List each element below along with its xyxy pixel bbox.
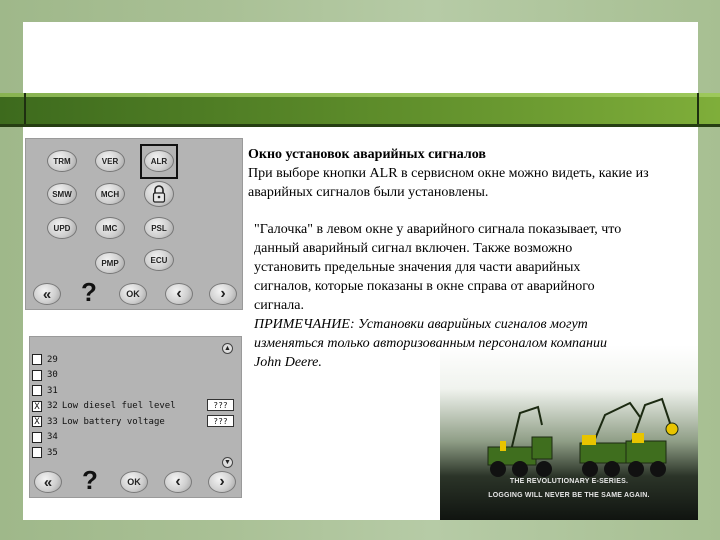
alarm-checkbox[interactable]: [32, 432, 42, 443]
alarm-row: [32, 445, 232, 461]
threshold-field-33[interactable]: ???: [207, 415, 234, 427]
title-band-divider: [697, 93, 699, 127]
scroll-up-icon[interactable]: ▲: [222, 343, 233, 354]
lock-button[interactable]: [144, 181, 174, 207]
title-band: [0, 93, 720, 127]
service-window-panel: [25, 138, 243, 310]
alarm-row: [32, 430, 232, 446]
next-button[interactable]: ›: [209, 283, 237, 305]
alarm-checkbox[interactable]: X: [32, 401, 42, 412]
ad-slogan-line2: LOGGING WILL NEVER BE THE SAME AGAIN.: [488, 492, 650, 499]
back-button[interactable]: «: [34, 471, 62, 493]
prev-button[interactable]: ‹: [164, 471, 192, 493]
alarm-number: 35: [47, 447, 58, 458]
intro-paragraph: При выборе кнопки ALR в сервисном окне можно видеть, какие из аварийных сигналов были установлены.: [248, 166, 649, 200]
body-text-block: [254, 220, 634, 372]
alarm-row: [32, 399, 232, 415]
back-button[interactable]: «: [33, 283, 61, 305]
alarm-checkbox[interactable]: [32, 354, 42, 365]
alarm-checkbox[interactable]: [32, 370, 42, 381]
ok-button[interactable]: OK: [119, 283, 147, 305]
upd-button[interactable]: UPD: [47, 217, 77, 239]
scroll-down-icon[interactable]: ▼: [222, 457, 233, 468]
alarm-number: 32: [47, 401, 58, 412]
alarm-description: Low battery voltage: [61, 416, 165, 427]
alarm-description: Low diesel fuel level: [61, 401, 176, 412]
alr-button[interactable]: ALR: [144, 150, 174, 172]
alarm-checkbox[interactable]: X: [32, 416, 42, 427]
smw-button[interactable]: SMW: [47, 183, 77, 205]
heading: Окно установок аварийных сигналов: [248, 147, 486, 162]
alarm-number: 31: [47, 385, 58, 396]
mch-button[interactable]: MCH: [95, 183, 125, 205]
ecu-button[interactable]: ECU: [144, 249, 174, 271]
alarm-number: 30: [47, 370, 58, 381]
imc-button[interactable]: IMC: [95, 217, 125, 239]
title-band-divider: [24, 93, 26, 127]
note-paragraph: ПРИМЕЧАНИЕ: Установки аварийных сигналов могут изменяться только авторизованным персоналом компании John Deere.: [254, 317, 607, 370]
alarm-number: 33: [47, 416, 58, 427]
title-band-highlight: [0, 93, 720, 97]
alarm-checkbox[interactable]: [32, 385, 42, 396]
title-band-shadow: [0, 124, 720, 127]
psl-button[interactable]: PSL: [144, 217, 174, 239]
alarm-number: 34: [47, 432, 58, 443]
ad-slogan-line1: THE REVOLUTIONARY E-SERIES.: [509, 478, 629, 485]
alarm-row: [32, 352, 232, 368]
ver-button[interactable]: VER: [95, 150, 125, 172]
alarm-number: 29: [47, 354, 58, 365]
next-button[interactable]: ›: [208, 471, 236, 493]
pmp-button[interactable]: PMP: [95, 252, 125, 274]
intro-text-block: [248, 145, 698, 202]
help-button[interactable]: ?: [82, 465, 98, 495]
help-button[interactable]: ?: [81, 277, 97, 307]
trm-button[interactable]: TRM: [47, 150, 77, 172]
threshold-field-32[interactable]: ???: [207, 399, 234, 411]
prev-button[interactable]: ‹: [165, 283, 193, 305]
ok-button[interactable]: OK: [120, 471, 148, 493]
alarm-row: [32, 383, 232, 399]
lock-icon: [152, 185, 166, 203]
body-paragraph: "Галочка" в левом окне у аварийного сигнала показывает, что данный аварийный сигнал включен. Также возможно установить предельные значения для части аварийных сигналов, которые показаны в окне справа от аварийного сигнала.: [254, 222, 622, 313]
alarm-row: [32, 368, 232, 384]
alarm-row: [32, 414, 232, 430]
alarm-checkbox[interactable]: [32, 447, 42, 458]
alarm-list: [32, 352, 232, 461]
